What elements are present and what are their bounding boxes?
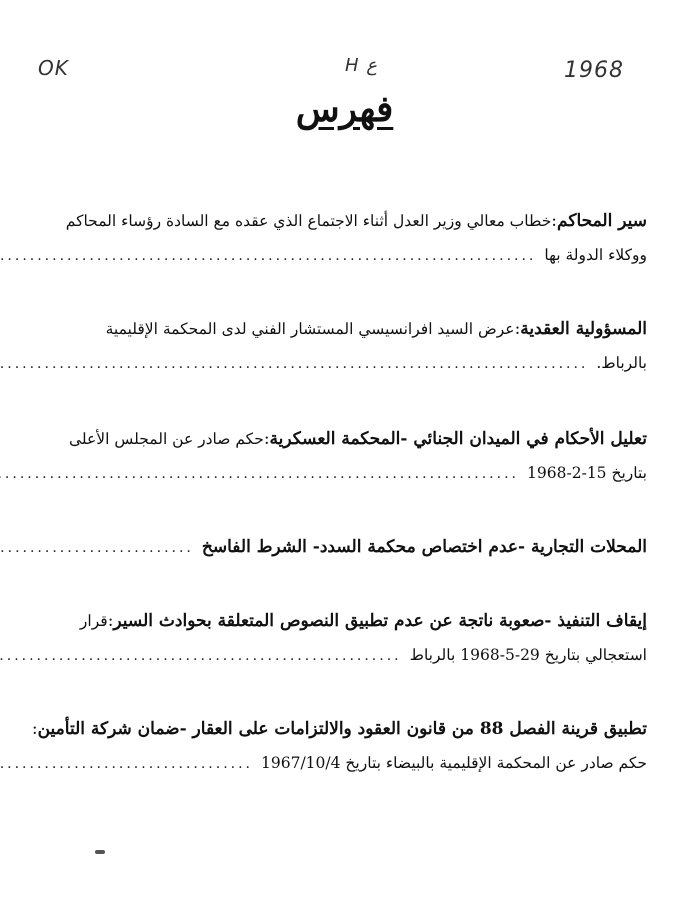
entry-line-2 [40,456,647,490]
entry-line-1 [40,204,647,238]
toc-entry-court-proceedings [40,204,647,272]
stray-mark [95,850,105,854]
dot-leader [0,639,402,673]
entry-line-1 [40,312,647,346]
entry-line-1 [31,712,647,746]
entry-text-continued: ووكلاء الدولة بها [544,246,647,264]
entry-heading: تعليل الأحكام في الميدان الجنائي -المحكمة العسكرية [269,429,647,449]
entry-line-2 [40,746,647,780]
entry-text: قرار [79,612,108,630]
entry-text-continued: بتاريخ 15-2-1968 [526,464,647,482]
dot-leader [0,531,194,565]
entry-text: عرض السيد افرانسيسي المستشار الفني لدى المحكمة الإقليمية [105,320,515,338]
entry-line-1 [40,530,647,564]
toc-entry-article-88 [31,712,647,780]
entry-separator: : [107,611,114,631]
dot-leader [0,239,536,273]
entry-line-2 [40,638,647,672]
entry-heading: المسؤولية العقدية [520,319,647,339]
dot-leader [0,747,253,781]
toc-entry-commercial-premises [40,530,647,564]
entry-separator: : [551,211,558,231]
entry-line-1 [40,604,647,638]
entry-separator: : [514,319,521,339]
entry-separator: : [31,719,38,739]
entry-text-continued: بالرباط. [596,354,647,372]
entry-heading: إيقاف التنفيذ -صعوبة ناتجة عن عدم تطبيق النصوص المتعلقة بحوادث السير [113,611,647,631]
entry-heading: تطبيق قرينة الفصل 88 من قانون العقود والالتزامات على العقار -ضمان شركة التأمين [37,719,647,739]
handwritten-ok-note: OK [38,56,69,80]
entry-text-continued: حكم صادر عن المحكمة الإقليمية بالبيضاء بتاريخ 1967/10/4 [261,754,647,772]
dot-leader [0,347,588,381]
entry-separator: : [263,429,270,449]
handwritten-year-note: 1968 [564,58,624,83]
entry-heading: سير المحاكم [557,211,647,231]
handwritten-middle-note: H ع [345,55,378,76]
toc-entry-criminal-judgments [40,422,647,490]
entry-line-2 [40,238,647,272]
toc-entry-stay-of-execution [40,604,647,672]
entry-text-continued: استعجالي بتاريخ 29-5-1968 بالرباط [409,646,647,664]
entry-line-2 [40,346,647,380]
entry-line-1 [40,422,647,456]
entry-heading: المحلات التجارية -عدم اختصاص محكمة السدد- الشرط الفاسخ [201,537,647,557]
entry-text: حكم صادر عن المجلس الأعلى [68,430,264,448]
page-title: فهرس [295,88,394,130]
dot-leader [0,457,519,491]
toc-entry-contract-liability [40,312,647,380]
entry-text: خطاب معالي وزير العدل أثناء الاجتماع الذي عقده مع السادة رؤساء المحاكم [65,212,552,230]
